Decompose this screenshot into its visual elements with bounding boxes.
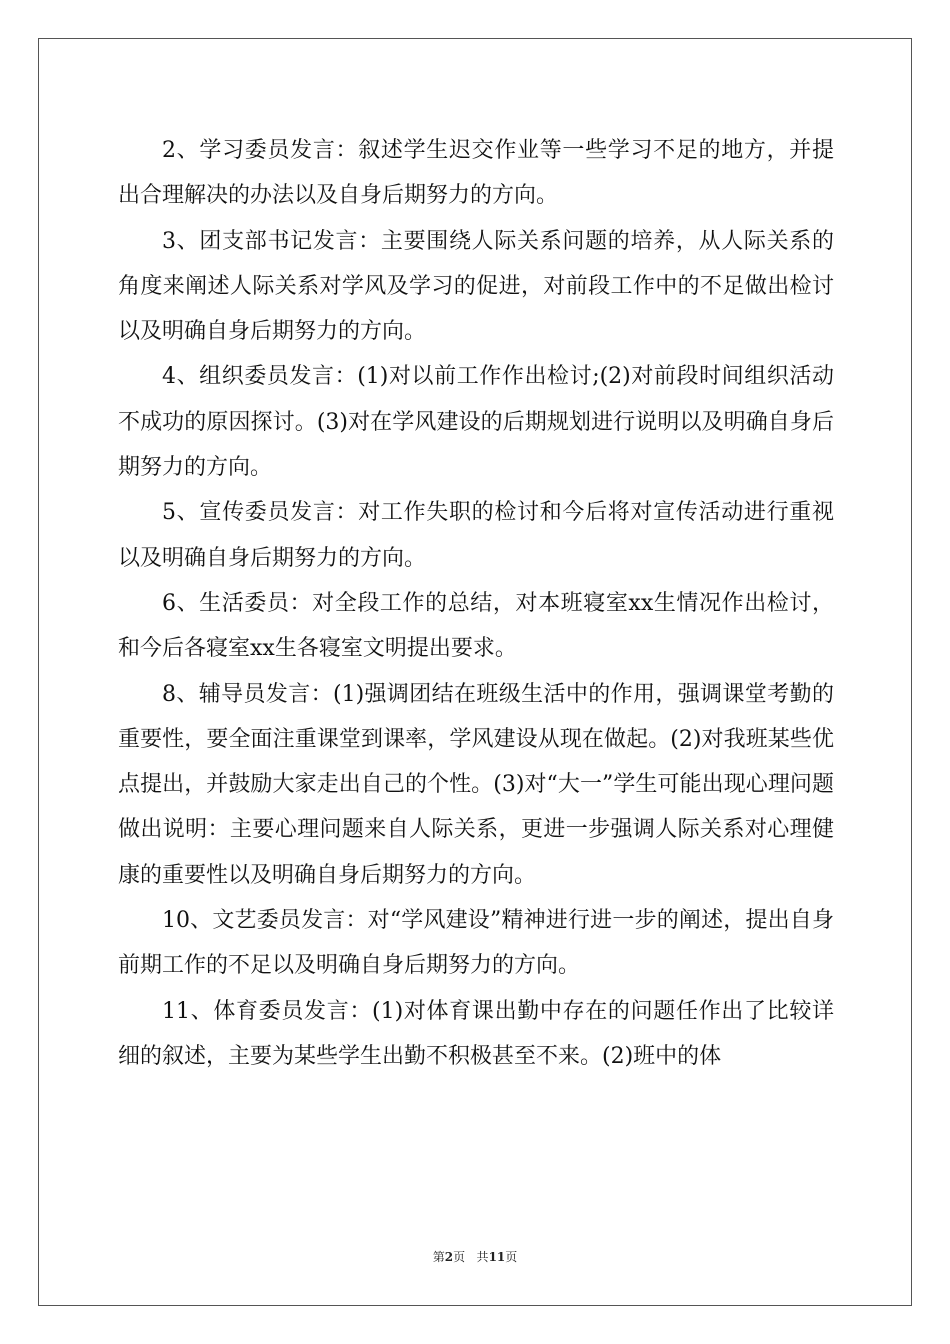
paragraph-counselor: 8、辅导员发言：(1)强调团结在班级生活中的作用，强调课堂考勤的重要性，要全面注重课堂到课率，学风建设从现在做起。(2)对我班某些优点提出，并鼓励大家走出自己的个性。(3)对“大一”学生可能出现心理问题做出说明：主要心理问题来自人际关系，更进一步强调人际关系对心理健康的重要性以及明确自身后期努力的方向。 — [118, 681, 834, 888]
paragraph-sports-committee: 11、体育委员发言：(1)对体育课出勤中存在的问题任作出了比较详细的叙述，主要为某些学生出勤不积极甚至不来。(2)班中的体 — [118, 998, 834, 1069]
footer-page-suffix: 页 — [453, 1250, 466, 1264]
document-body — [118, 128, 834, 1079]
paragraph-life-committee: 6、生活委员：对全段工作的总结，对本班寝室xx生情况作出检讨，和今后各寝室xx生各寝室文明提出要求。 — [118, 590, 834, 662]
footer-total-suffix: 页 — [505, 1250, 518, 1264]
paragraph-study-committee: 2、学习委员发言：叙述学生迟交作业等一些学习不足的地方，并提出合理解决的办法以及自身后期努力的方向。 — [118, 138, 834, 209]
footer-total-prefix: 共 — [476, 1250, 489, 1264]
total-pages-number: 11 — [488, 1250, 506, 1264]
paragraph-publicity-committee: 5、宣传委员发言：对工作失职的检讨和今后将对宣传活动进行重视以及明确自身后期努力的方向。 — [118, 500, 834, 571]
paragraph-league-secretary: 3、团支部书记发言：主要围绕人际关系问题的培养，从人际关系的角度来阐述人际关系对学风及学习的促进，对前段工作中的不足做出检讨以及明确自身后期努力的方向。 — [118, 228, 834, 345]
footer-prefix: 第 — [432, 1250, 445, 1264]
current-page-number: 2 — [444, 1250, 454, 1264]
paragraph-arts-committee: 10、文艺委员发言：对“学风建设”精神进行进一步的阐述，提出自身前期工作的不足以及明确自身后期努力的方向。 — [118, 908, 834, 979]
paragraph-organization-committee: 4、组织委员发言：(1)对以前工作作出检讨;(2)对前段时间组织活动不成功的原因探讨。(3)对在学风建设的后期规划进行说明以及明确自身后期努力的方向。 — [118, 364, 834, 481]
page-footer — [0, 1248, 950, 1265]
